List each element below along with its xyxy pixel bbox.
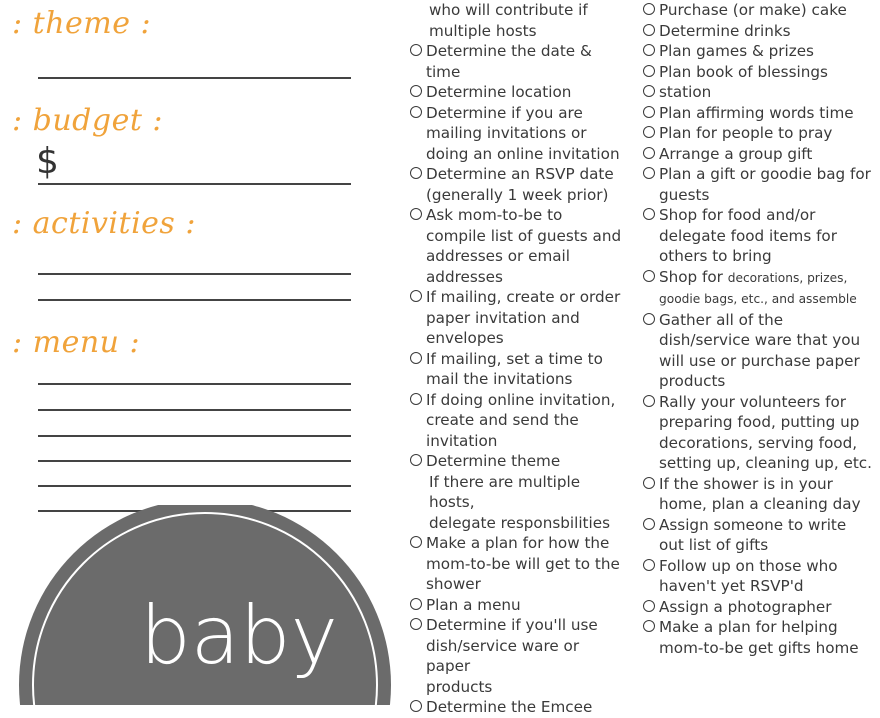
checklist-item[interactable] bbox=[410, 349, 625, 390]
checkbox-circle-icon[interactable] bbox=[643, 65, 655, 77]
checklist-item-label: Make a plan for how the mom-to-be will get to the shower bbox=[426, 534, 620, 593]
budget-line bbox=[38, 183, 351, 185]
checkbox-circle-icon[interactable] bbox=[410, 618, 422, 630]
budget-heading: : budget : bbox=[12, 103, 164, 138]
checklist-item-label: Determine theme bbox=[426, 452, 561, 470]
checklist-item[interactable] bbox=[643, 103, 873, 124]
checklist-item[interactable] bbox=[410, 287, 625, 349]
theme-line bbox=[38, 77, 351, 79]
checklist-item[interactable] bbox=[643, 556, 873, 597]
checklist-item-label: If the shower is in your home, plan a cleaning day bbox=[659, 474, 861, 513]
checklist-item[interactable] bbox=[410, 103, 625, 165]
checklist-item-label: Determine if you'll use dish/service ware or paper products bbox=[426, 616, 598, 696]
checkbox-circle-icon[interactable] bbox=[643, 167, 655, 179]
checklist-item-label: Gather all of the dish/service ware that you will use or purchase paper products bbox=[659, 310, 861, 390]
checkbox-circle-icon[interactable] bbox=[643, 147, 655, 159]
checklist-item[interactable] bbox=[643, 62, 873, 83]
checklist-item-label: Plan book of blessings bbox=[659, 62, 828, 81]
checklist-item-label: Shop for food and/or delegate food items for others to bring bbox=[659, 206, 837, 265]
checkbox-circle-icon[interactable] bbox=[643, 600, 655, 612]
checkbox-circle-icon[interactable] bbox=[410, 454, 422, 466]
activities-line bbox=[38, 299, 351, 301]
checklist-item[interactable] bbox=[643, 392, 873, 474]
checklist-item[interactable] bbox=[410, 164, 625, 205]
checklist-item[interactable] bbox=[643, 205, 873, 267]
checkbox-circle-icon[interactable] bbox=[643, 559, 655, 571]
menu-line bbox=[38, 460, 351, 462]
checklist-item[interactable] bbox=[643, 515, 873, 556]
checkbox-circle-icon[interactable] bbox=[410, 393, 422, 405]
checklist-item[interactable] bbox=[410, 533, 625, 595]
checklist-note: who will contribute if multiple hosts bbox=[429, 1, 588, 40]
checklist-item[interactable] bbox=[410, 615, 625, 697]
checkbox-circle-icon[interactable] bbox=[643, 518, 655, 530]
checklist-item-label: Determine drinks bbox=[659, 21, 791, 40]
checklist-item-label: Determine the Emcee bbox=[426, 698, 593, 716]
activities-line bbox=[38, 273, 351, 275]
checklist-item-label: station bbox=[659, 83, 712, 101]
baby-logo bbox=[0, 505, 400, 705]
checklist-item-label: Determine location bbox=[426, 83, 572, 101]
checklist-item-label: Arrange a group gift bbox=[659, 144, 813, 163]
checklist-item-label: Assign someone to write out list of gifts bbox=[659, 515, 847, 554]
checkbox-circle-icon[interactable] bbox=[643, 477, 655, 489]
checklist-item-label: Follow up on those who haven't yet RSVP'd bbox=[659, 556, 838, 595]
checkbox-circle-icon[interactable] bbox=[410, 598, 422, 610]
checklist-item-label: Purchase (or make) cake bbox=[659, 1, 847, 19]
checklist-item-label: Plan games & prizes bbox=[659, 42, 814, 60]
checklist-item-detail: decorations, prizes, goodie bags, etc., and assemble bbox=[659, 270, 857, 306]
checklist-item[interactable] bbox=[643, 597, 873, 618]
checklist-note: If there are multiple hosts, delegate responsbilities bbox=[429, 472, 610, 532]
checklist-item[interactable] bbox=[643, 474, 873, 515]
checkbox-circle-icon[interactable] bbox=[643, 620, 655, 632]
checklist-item-label: If mailing, set a time to mail the invitations bbox=[426, 349, 603, 388]
checklist-item-label: Determine the date & time bbox=[426, 42, 592, 81]
checklist-item[interactable] bbox=[643, 164, 873, 205]
checkbox-circle-icon[interactable] bbox=[643, 313, 655, 325]
checklist-item-label: If mailing, create or order paper invitation and envelopes bbox=[426, 288, 621, 347]
checkbox-circle-icon[interactable] bbox=[410, 208, 422, 220]
checklist-item[interactable] bbox=[410, 595, 625, 616]
checklist-item-label: Plan a gift or goodie bag for guests bbox=[659, 165, 871, 204]
checklist-item-label: Plan a menu bbox=[426, 595, 521, 614]
checkbox-circle-icon[interactable] bbox=[643, 85, 655, 97]
checklist-item-label: Rally your volunteers for preparing food, putting up decorations, serving food, setting up, cleaning up, etc. bbox=[659, 392, 872, 472]
checklist-item-label: Ask mom-to-be to compile list of guests and addresses or email addresses bbox=[426, 206, 622, 286]
checklist-item[interactable] bbox=[410, 697, 625, 718]
checklist-item[interactable] bbox=[643, 21, 873, 42]
checklist-item-label: Plan for people to pray bbox=[659, 124, 833, 142]
checkbox-circle-icon[interactable] bbox=[410, 167, 422, 179]
checklist-middle bbox=[410, 0, 625, 718]
checkbox-circle-icon[interactable] bbox=[410, 85, 422, 97]
checklist-item-label: Determine an RSVP date (generally 1 week prior) bbox=[426, 165, 614, 204]
checklist-item[interactable] bbox=[410, 41, 625, 82]
budget-currency-symbol: $ bbox=[36, 141, 59, 182]
theme-heading: : theme : bbox=[12, 6, 152, 41]
checkbox-circle-icon[interactable] bbox=[410, 536, 422, 548]
checklist-item-label: Plan affirming words time bbox=[659, 103, 854, 122]
checklist-item[interactable] bbox=[643, 267, 873, 310]
checklist-item-label: If doing online invitation, create and send the invitation bbox=[426, 390, 616, 450]
checklist-item[interactable] bbox=[643, 82, 873, 103]
checklist-item-label: Assign a photographer bbox=[659, 597, 832, 616]
checklist-item[interactable] bbox=[643, 123, 873, 144]
checklist-item[interactable] bbox=[643, 310, 873, 392]
checklist-item[interactable] bbox=[643, 617, 873, 658]
checklist-item[interactable] bbox=[410, 205, 625, 287]
checklist-item[interactable] bbox=[643, 0, 873, 21]
checkbox-circle-icon[interactable] bbox=[410, 700, 422, 712]
checkbox-circle-icon[interactable] bbox=[643, 208, 655, 220]
checkbox-circle-icon[interactable] bbox=[410, 290, 422, 302]
checklist-item[interactable] bbox=[643, 144, 873, 165]
checkbox-circle-icon[interactable] bbox=[643, 126, 655, 138]
checklist-item[interactable] bbox=[410, 451, 625, 472]
checklist-item-label: Make a plan for helping mom-to-be get gifts home bbox=[659, 618, 859, 657]
checklist-right bbox=[643, 0, 873, 658]
logo-text: baby bbox=[140, 589, 338, 682]
checklist-item[interactable] bbox=[643, 41, 873, 62]
checkbox-circle-icon[interactable] bbox=[410, 44, 422, 56]
checklist-item-label: Determine if you are mailing invitations or doing an online invitation bbox=[426, 103, 620, 163]
menu-line bbox=[38, 435, 351, 437]
checkbox-circle-icon[interactable] bbox=[643, 106, 655, 118]
checkbox-circle-icon[interactable] bbox=[643, 3, 655, 15]
checkbox-circle-icon[interactable] bbox=[643, 395, 655, 407]
checkbox-circle-icon[interactable] bbox=[643, 270, 655, 282]
menu-line bbox=[38, 383, 351, 385]
checklist-item[interactable] bbox=[410, 390, 625, 452]
menu-line bbox=[38, 409, 351, 411]
checkbox-circle-icon[interactable] bbox=[410, 352, 422, 364]
checklist-item[interactable] bbox=[410, 82, 625, 103]
checkbox-circle-icon[interactable] bbox=[643, 44, 655, 56]
activities-heading: : activities : bbox=[12, 206, 196, 241]
menu-line bbox=[38, 485, 351, 487]
checkbox-circle-icon[interactable] bbox=[643, 24, 655, 36]
menu-heading: : menu : bbox=[12, 325, 141, 360]
checklist-item-label: Shop for decorations, prizes, goodie bags, etc., and assemble bbox=[659, 267, 857, 306]
checkbox-circle-icon[interactable] bbox=[410, 106, 422, 118]
